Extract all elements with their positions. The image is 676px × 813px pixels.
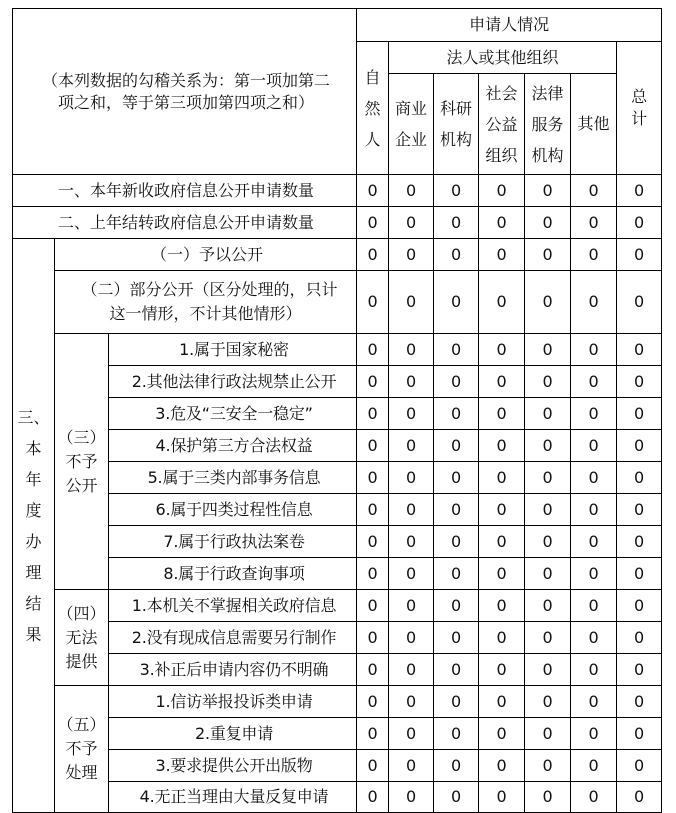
value-cell: 0: [571, 526, 617, 558]
table-row: [13, 239, 662, 271]
value-cell: 0: [479, 718, 525, 750]
value-cell: 0: [525, 207, 571, 239]
value-cell: 0: [434, 462, 479, 494]
item-label: 4.保护第三方合法权益: [109, 430, 357, 462]
value-cell: 0: [479, 558, 525, 590]
table-row: [13, 654, 662, 686]
value-cell: 0: [357, 558, 389, 590]
value-cell: 0: [389, 622, 434, 654]
category-unable-to-provide: （四） 无法 提供: [55, 590, 109, 686]
value-cell: 0: [479, 239, 525, 271]
value-cell: 0: [434, 175, 479, 207]
value-cell: 0: [617, 494, 662, 526]
value-cell: 0: [434, 398, 479, 430]
row-partially-disclosed-label: （二）部分公开（区分处理的，只计 这一情形，不计其他情形）: [55, 271, 357, 334]
category-not-disclosed: （三） 不予 公开: [55, 334, 109, 590]
table-row: [13, 334, 662, 366]
row-new-applications-label: 一、本年新收政府信息公开申请数量: [13, 175, 357, 207]
item-label: 4.无正当理由大量反复申请: [109, 782, 357, 813]
value-cell: 0: [479, 526, 525, 558]
natural-person-header: 自 然 人: [357, 42, 389, 175]
value-cell: 0: [525, 590, 571, 622]
value-cell: 0: [617, 654, 662, 686]
value-cell: 0: [357, 622, 389, 654]
table-row: [13, 494, 662, 526]
value-cell: 0: [525, 334, 571, 366]
value-cell: 0: [617, 430, 662, 462]
info-disclosure-table: [12, 8, 662, 813]
item-label: 3.补正后申请内容仍不明确: [109, 654, 357, 686]
table-row: [13, 462, 662, 494]
value-cell: 0: [617, 239, 662, 271]
table-row: [13, 398, 662, 430]
section-three-label: 三、 本 年 度 办 理 结 果: [13, 239, 55, 813]
value-cell: 0: [479, 686, 525, 718]
value-cell: 0: [434, 558, 479, 590]
value-cell: 0: [571, 462, 617, 494]
value-cell: 0: [479, 590, 525, 622]
value-cell: 0: [479, 398, 525, 430]
applicant-situation-header: 申请人情况: [357, 9, 662, 42]
column-note-line-1: （本列数据的勾稽关系为：第一项加第二: [42, 70, 331, 90]
value-cell: 0: [389, 718, 434, 750]
category-not-processed: （五） 不予 处理: [55, 686, 109, 813]
value-cell: 0: [357, 175, 389, 207]
column-note-line-2: 项之和，等于第三项加第四项之和）: [58, 92, 315, 112]
value-cell: 0: [434, 590, 479, 622]
value-cell: 0: [434, 366, 479, 398]
value-cell: 0: [617, 271, 662, 334]
row-disclosed-label: （一）予以公开: [55, 239, 357, 271]
item-label: 1.本机关不掌握相关政府信息: [109, 590, 357, 622]
item-label: 1.属于国家秘密: [109, 334, 357, 366]
value-cell: 0: [357, 207, 389, 239]
total-header: 总 计: [617, 42, 662, 175]
value-cell: 0: [525, 462, 571, 494]
value-cell: 0: [617, 558, 662, 590]
value-cell: 0: [525, 239, 571, 271]
value-cell: 0: [617, 590, 662, 622]
value-cell: 0: [571, 430, 617, 462]
value-cell: 0: [357, 334, 389, 366]
value-cell: 0: [479, 207, 525, 239]
value-cell: 0: [617, 334, 662, 366]
value-cell: 0: [389, 782, 434, 813]
value-cell: 0: [434, 718, 479, 750]
value-cell: 0: [571, 686, 617, 718]
row-carryover-applications-label: 二、上年结转政府信息公开申请数量: [13, 207, 357, 239]
value-cell: 0: [571, 494, 617, 526]
value-cell: 0: [389, 366, 434, 398]
item-label: 3.危及“三安全一稳定”: [109, 398, 357, 430]
value-cell: 0: [479, 494, 525, 526]
value-cell: 0: [525, 782, 571, 813]
value-cell: 0: [571, 175, 617, 207]
commercial-enterprise-header: 商业 企业: [389, 74, 434, 175]
value-cell: 0: [617, 622, 662, 654]
value-cell: 0: [617, 526, 662, 558]
value-cell: 0: [571, 239, 617, 271]
value-cell: 0: [479, 462, 525, 494]
value-cell: 0: [357, 590, 389, 622]
value-cell: 0: [617, 207, 662, 239]
value-cell: 0: [389, 430, 434, 462]
value-cell: 0: [434, 271, 479, 334]
value-cell: 0: [479, 782, 525, 813]
value-cell: 0: [525, 430, 571, 462]
table-row: [13, 430, 662, 462]
value-cell: 0: [571, 750, 617, 782]
table-row: [13, 175, 662, 207]
value-cell: 0: [479, 654, 525, 686]
value-cell: 0: [434, 494, 479, 526]
value-cell: 0: [571, 207, 617, 239]
value-cell: 0: [434, 430, 479, 462]
social-welfare-org-header: 社会 公益 组织: [479, 74, 525, 175]
value-cell: 0: [479, 175, 525, 207]
value-cell: 0: [525, 750, 571, 782]
value-cell: 0: [434, 782, 479, 813]
value-cell: 0: [571, 590, 617, 622]
table-row: [13, 271, 662, 334]
value-cell: 0: [389, 398, 434, 430]
value-cell: 0: [571, 271, 617, 334]
value-cell: 0: [525, 366, 571, 398]
value-cell: 0: [525, 718, 571, 750]
value-cell: 0: [525, 622, 571, 654]
value-cell: 0: [525, 654, 571, 686]
item-label: 5.属于三类内部事务信息: [109, 462, 357, 494]
value-cell: 0: [357, 366, 389, 398]
value-cell: 0: [357, 239, 389, 271]
value-cell: 0: [357, 526, 389, 558]
table-row: [13, 590, 662, 622]
table-row: [13, 526, 662, 558]
value-cell: 0: [479, 622, 525, 654]
table-row: [13, 718, 662, 750]
table-row: [13, 750, 662, 782]
value-cell: 0: [617, 686, 662, 718]
value-cell: 0: [525, 175, 571, 207]
value-cell: 0: [479, 366, 525, 398]
value-cell: 0: [389, 558, 434, 590]
value-cell: 0: [389, 239, 434, 271]
item-label: 2.其他法律行政法规禁止公开: [109, 366, 357, 398]
value-cell: 0: [357, 462, 389, 494]
table-row: [13, 558, 662, 590]
value-cell: 0: [389, 175, 434, 207]
value-cell: 0: [525, 494, 571, 526]
value-cell: 0: [525, 558, 571, 590]
value-cell: 0: [479, 750, 525, 782]
value-cell: 0: [571, 558, 617, 590]
value-cell: 0: [357, 494, 389, 526]
value-cell: 0: [357, 398, 389, 430]
value-cell: 0: [357, 271, 389, 334]
value-cell: 0: [389, 526, 434, 558]
item-label: 3.要求提供公开出版物: [109, 750, 357, 782]
value-cell: 0: [389, 271, 434, 334]
table-row: [13, 366, 662, 398]
value-cell: 0: [389, 494, 434, 526]
item-label: 2.没有现成信息需要另行制作: [109, 622, 357, 654]
value-cell: 0: [389, 686, 434, 718]
value-cell: 0: [434, 654, 479, 686]
table-row: [13, 782, 662, 813]
value-cell: 0: [357, 430, 389, 462]
legal-person-group-header: 法人或其他组织: [389, 42, 617, 74]
value-cell: 0: [525, 686, 571, 718]
value-cell: 0: [434, 526, 479, 558]
item-label: 7.属于行政执法案卷: [109, 526, 357, 558]
value-cell: 0: [571, 654, 617, 686]
value-cell: 0: [389, 207, 434, 239]
value-cell: 0: [617, 175, 662, 207]
table-row: [13, 686, 662, 718]
item-label: 6.属于四类过程性信息: [109, 494, 357, 526]
value-cell: 0: [617, 398, 662, 430]
value-cell: 0: [571, 366, 617, 398]
value-cell: 0: [617, 782, 662, 813]
value-cell: 0: [434, 750, 479, 782]
other-org-header: 其他: [571, 74, 617, 175]
value-cell: 0: [389, 334, 434, 366]
value-cell: 0: [357, 654, 389, 686]
column-note: [13, 9, 357, 175]
value-cell: 0: [571, 718, 617, 750]
value-cell: 0: [525, 271, 571, 334]
value-cell: 0: [389, 590, 434, 622]
table-row: [13, 622, 662, 654]
value-cell: 0: [389, 750, 434, 782]
value-cell: 0: [479, 334, 525, 366]
value-cell: 0: [357, 686, 389, 718]
value-cell: 0: [617, 462, 662, 494]
value-cell: 0: [617, 366, 662, 398]
value-cell: 0: [525, 398, 571, 430]
value-cell: 0: [357, 750, 389, 782]
value-cell: 0: [617, 718, 662, 750]
value-cell: 0: [434, 239, 479, 271]
value-cell: 0: [571, 782, 617, 813]
value-cell: 0: [479, 271, 525, 334]
value-cell: 0: [525, 526, 571, 558]
legal-service-org-header: 法律 服务 机构: [525, 74, 571, 175]
research-institution-header: 科研 机构: [434, 74, 479, 175]
item-label: 8.属于行政查询事项: [109, 558, 357, 590]
item-label: 1.信访举报投诉类申请: [109, 686, 357, 718]
value-cell: 0: [357, 718, 389, 750]
value-cell: 0: [389, 462, 434, 494]
table-row: [13, 207, 662, 239]
value-cell: 0: [389, 654, 434, 686]
value-cell: 0: [434, 207, 479, 239]
value-cell: 0: [571, 398, 617, 430]
value-cell: 0: [617, 750, 662, 782]
value-cell: 0: [357, 782, 389, 813]
item-label: 2.重复申请: [109, 718, 357, 750]
value-cell: 0: [479, 430, 525, 462]
value-cell: 0: [434, 686, 479, 718]
value-cell: 0: [434, 334, 479, 366]
value-cell: 0: [571, 622, 617, 654]
value-cell: 0: [434, 622, 479, 654]
value-cell: 0: [571, 334, 617, 366]
